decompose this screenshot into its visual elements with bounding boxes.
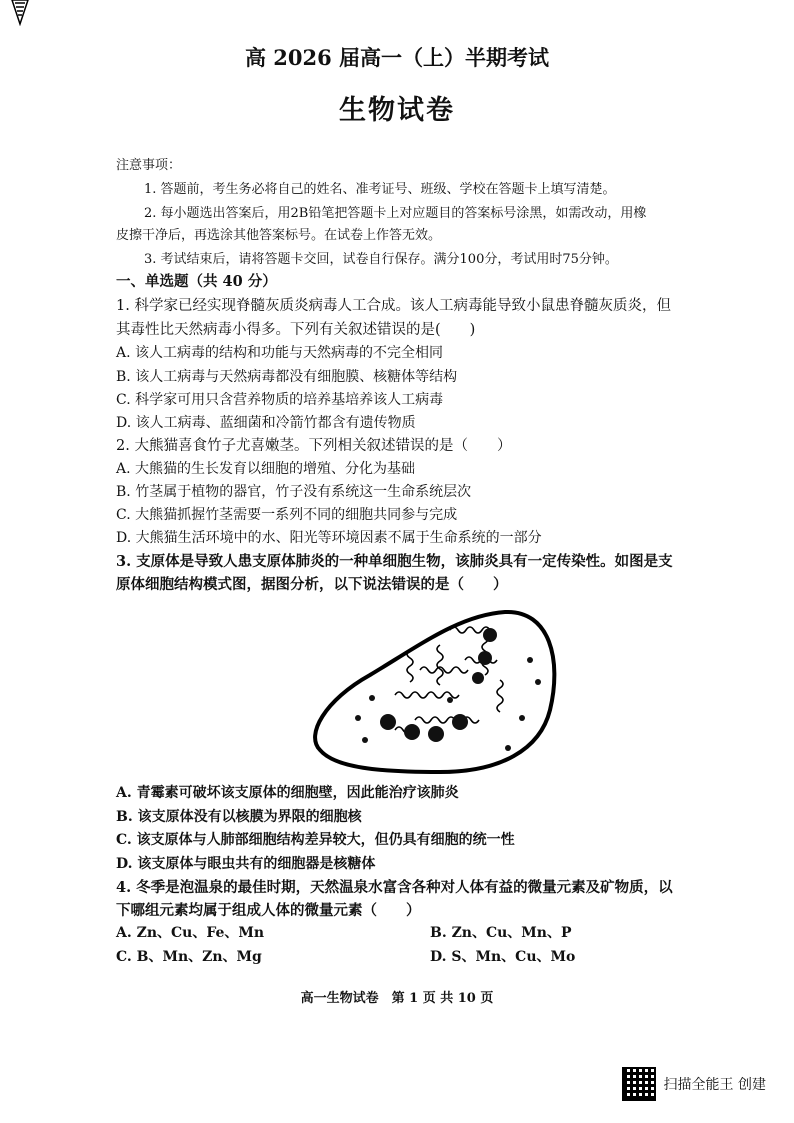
q1-option-d: D. 该人工病毒、蓝细菌和冷箭竹都含有遗传物质 (116, 415, 416, 431)
corner-binding-mark (10, 0, 30, 26)
q3-option-d: D. 该支原体与眼虫共有的细胞器是核糖体 (116, 856, 376, 872)
ribosome-granules (355, 628, 541, 751)
q2-option-b: B. 竹茎属于植物的器官，竹子没有系统这一生命系统层次 (116, 484, 472, 500)
cell-membrane (315, 612, 554, 772)
mycoplasma-cell-diagram (300, 600, 570, 780)
exam-title: 高 2026 届高一（上）半期考试 (244, 45, 550, 70)
notice-item-1: 1. 答题前，考生务必将自己的姓名、准考证号、班级、学校在答题卡上填写清楚。 (144, 182, 616, 197)
section-heading: 一、单选题（共 40 分） (116, 273, 277, 290)
q2-option-d: D. 大熊猫生活环境中的水、阳光等环境因素不属于生命系统的一部分 (116, 530, 542, 546)
notice-item-2: 2. 每小题选出答案后，用2B铅笔把答题卡上对应题目的答案标号涂黑，如需改动，用橡 (144, 206, 647, 221)
q4-option-c: C. B、Mn、Zn、Mg (116, 949, 262, 965)
q3-option-b: B. 该支原体没有以核膜为界限的细胞核 (116, 809, 362, 825)
q4-option-a: A. Zn、Cu、Fe、Mn (116, 925, 265, 941)
q3-stem-line1: 3. 支原体是导致人患支原体肺炎的一种单细胞生物，该肺炎具有一定传染性。如图是支 (116, 553, 673, 570)
q1-stem-line1: 1. 科学家已经实现脊髓灰质炎病毒人工合成。该人工病毒能导致小鼠患脊髓灰质炎，但 (116, 298, 671, 314)
q1-option-a: A. 该人工病毒的结构和功能与天然病毒的不完全相同 (116, 345, 444, 361)
page-footer: 高一生物试卷 第 1 页 共 10 页 (300, 991, 494, 1006)
q4-stem-line1: 4. 冬季是泡温泉的最佳时期，天然温泉水富含各种对人体有益的微量元素及矿物质，以 (116, 879, 673, 896)
q4-option-b: B. Zn、Cu、Mn、P (430, 925, 572, 941)
q1-option-c: C. 科学家可用只含营养物质的培养基培养该人工病毒 (116, 392, 444, 408)
q1-option-b: B. 该人工病毒与天然病毒都没有细胞膜、核糖体等结构 (116, 369, 458, 385)
q2-option-a: A. 大熊猫的生长发育以细胞的增殖、分化为基础 (116, 461, 416, 477)
q3-stem-line2: 原体细胞结构模式图，据图分析，以下说法错误的是（ ） (116, 576, 508, 593)
notice-item-3: 3. 考试结束后，请将答题卡交回，试卷自行保存。满分100分，考试用时75分钟。 (144, 252, 618, 267)
notice-item-2-cont: 皮擦干净后，再选涂其他答案标号。在试卷上作答无效。 (116, 228, 442, 243)
qr-code-icon (622, 1067, 656, 1101)
q2-stem: 2. 大熊猫喜食竹子尤喜嫩茎。下列相关叙述错误的是（ ） (116, 438, 512, 454)
q1-stem-line2: 其毒性比天然病毒小得多。下列有关叙述错误的是( ) (116, 322, 476, 338)
scanner-watermark (622, 1067, 766, 1101)
q3-option-c: C. 该支原体与人肺部细胞结构差异较大，但仍具有细胞的统一性 (116, 832, 515, 848)
dna-coils (395, 627, 503, 733)
q4-option-d: D. S、Mn、Cu、Mo (430, 949, 576, 965)
q4-stem-line2: 下哪组元素均属于组成人体的微量元素（ ） (116, 902, 421, 919)
notice-heading: 注意事项： (116, 158, 182, 173)
q2-option-c: C. 大熊猫抓握竹茎需要一系列不同的细胞共同参与完成 (116, 507, 458, 523)
q3-option-a: A. 青霉素可破坏该支原体的细胞壁，因此能治疗该肺炎 (116, 785, 459, 801)
subject-title: 生物试卷 (339, 95, 455, 126)
watermark-text: 扫描全能王 创建 (663, 1077, 766, 1093)
